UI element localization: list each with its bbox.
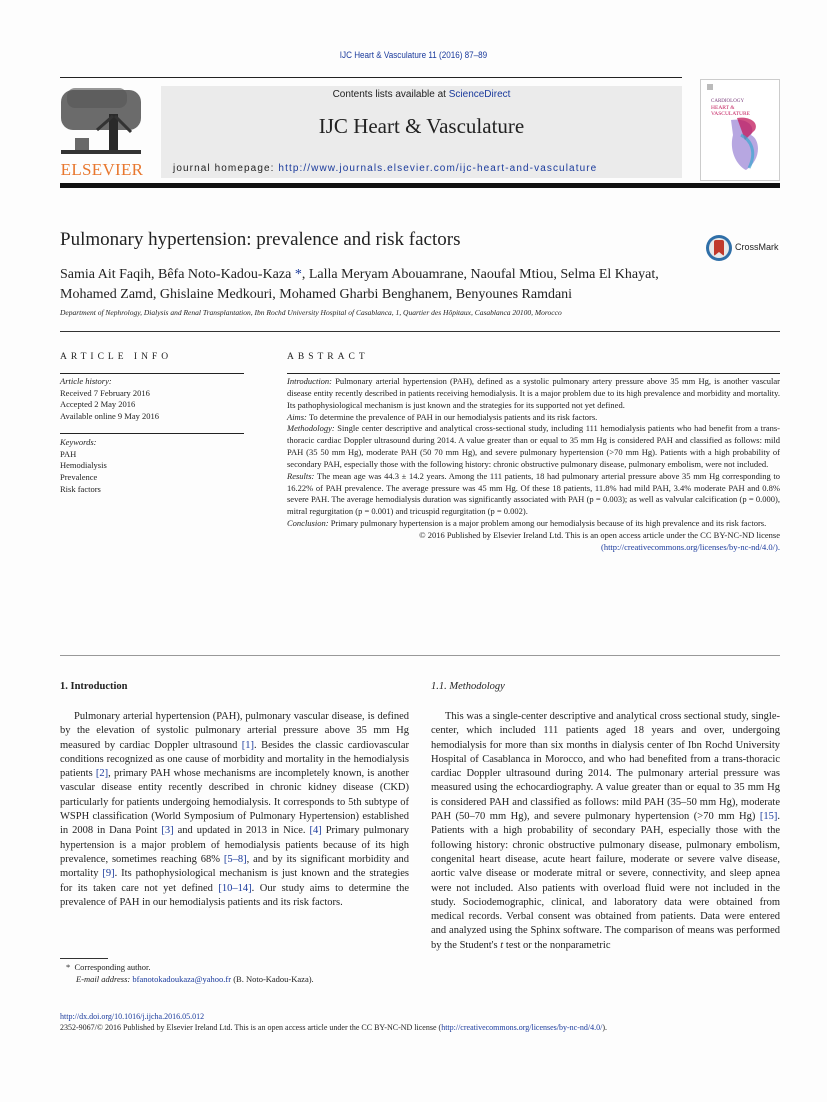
- history-received: Received 7 February 2016: [60, 387, 150, 398]
- corresponding-label: Corresponding author.: [74, 962, 151, 972]
- methodology-column: [431, 710, 780, 953]
- header-top-rule: [60, 77, 682, 78]
- author-line-2: Mohamed Zamd, Ghislaine Medkouri, Mohamed Gharbi Benghanem, Benyounes Ramdani: [60, 287, 573, 302]
- paragraph-text: and updated in 2013 in Nice.: [173, 825, 310, 837]
- keywords-label: Keywords:: [60, 437, 97, 447]
- email-label: E-mail address:: [76, 974, 131, 984]
- cover-title-1: CARDIOLOGY: [711, 99, 745, 104]
- journal-reference-text[interactable]: IJC Heart & Vasculature 11 (2016) 87–89: [339, 50, 488, 60]
- journal-homepage-line: [173, 163, 682, 174]
- abstract-label: Methodology:: [287, 423, 335, 434]
- abstract-label: Introduction:: [287, 376, 333, 386]
- abstract-text: The mean age was 44.3 ± 14.2 years. Among the 111 patients, 18 had pulmonary arterial pressure above 35 mm Hg corresponding to 16.22% of PAH prevalence. The average pressure was 45 mm Hg. Of these 18 patients, 11.8% had mild PAH, 3.4% moderate PAH and 0.8% severe PAH. The average hemodialysis duration was significantly associated with PAH (p = 0.003); as well as valvular calcification (p = 0.000), mitral regurgitation (p = 0.001) and tricuspid regurgitation (p = 0.002).: [287, 470, 780, 517]
- abstract-text: Pulmonary arterial hypertension (PAH), defined as a systolic pulmonary artery pressure above 35 mm Hg, is another vascular disease entity recently described in patients receiving hemodialysis. It is a major problem due to its high prevalence and morbidity and mortality. Its pathophysiological mechanism is just known and the strategies for its supported not yet defined.: [287, 376, 780, 410]
- paragraph-text: . Our study aims to determine the prevalence of PAH in our hemodialysis patients and its risk factors.: [60, 882, 410, 908]
- abstract-copyright: [287, 530, 780, 554]
- abstract-conclusion: [287, 518, 780, 530]
- article-info-rule-top: [60, 373, 244, 374]
- authors-part-b: , Lalla Meryam Abouamrane, Naoufal Mtiou, Selma El Khayat,: [301, 267, 659, 282]
- abstract-aims: [287, 412, 780, 424]
- article-info-rule-mid: [60, 433, 244, 434]
- citation-link[interactable]: [9]: [102, 868, 115, 880]
- keyword: Risk factors: [60, 483, 101, 494]
- elsevier-tree-icon: [57, 86, 145, 158]
- email-line: [66, 973, 314, 985]
- paragraph-text: test or the nonparametric: [503, 939, 611, 951]
- contents-available-line: [161, 89, 682, 100]
- email-link[interactable]: bfanotokadoukaza@yahoo.fr: [132, 974, 232, 984]
- article-history: [60, 376, 244, 423]
- license-link[interactable]: (http://creativecommons.org/licenses/by-nc-nd/4.0/).: [600, 541, 780, 552]
- corresponding-author-note: [66, 961, 314, 973]
- abstract-text: Single center descriptive and analytical cross-sectional study, including 111 hemodialysis patients who had benefit from a trans-thoracic cardiac Doppler ultrasound during 2014. A value greater than or equal to 35 mm Hg is considered PAH and classified as follows: mild PAH (35 50 mm Hg), moderate PAH (50 70 mm Hg), and severe pulmonary hypertension (>70 mm Hg). Patients with a high probability of secondary PAH, especially those with the following history: chronic obstructive pulmonary disease, pulmonary embolism, were not included.: [287, 423, 780, 469]
- keywords: [60, 437, 244, 496]
- corresponding-author-mark[interactable]: *: [294, 267, 302, 282]
- affiliation-rule: [60, 331, 780, 332]
- introduction-paragraph: [60, 710, 409, 910]
- citation-link[interactable]: [3]: [161, 825, 174, 837]
- citation-link[interactable]: [4]: [309, 825, 322, 837]
- citation-link[interactable]: [1]: [241, 739, 255, 751]
- journal-cover-thumbnail[interactable]: [700, 79, 780, 181]
- crossmark-label[interactable]: CrossMark: [735, 242, 779, 252]
- paragraph-text: , and by its significant morbidity and mortality: [60, 853, 409, 880]
- paragraph-text: Primary pulmonary hypertension is a major problem of hemodialysis patients because of its high prevalence, sometimes reaching 68%: [60, 825, 409, 865]
- affiliation: Department of Nephrology, Dialysis and Renal Transplantation, Ibn Rochd University Hospital of Casablanca, 1, Quartier des Hôpitaux, Casablanca 20100, Morocco: [60, 308, 562, 317]
- author-line-1: [60, 265, 780, 285]
- license-prefix: 2352-9067/© 2016 Published by Elsevier Ireland Ltd. This is an open access article under the CC BY-NC-ND license (: [60, 1023, 442, 1032]
- cover-title-3: VASCULATURE: [711, 111, 751, 117]
- contents-prefix: Contents lists available at: [332, 89, 449, 100]
- paragraph-text: , primary PAH whose mechanisms are incompletely known, is another vascular disease entity recently described in chronic kidney disease (CKD) particularly for patients undergoing hemodialysis. It corresponds to 5th subtype of WSPH classification (World Symposium of Pulmonary Hypertension) established in 2008 in Dana Point: [60, 768, 409, 837]
- sciencedirect-link[interactable]: ScienceDirect: [448, 89, 511, 100]
- abstract-methodology: [287, 423, 780, 470]
- header-thick-rule: [60, 183, 780, 188]
- journal-homepage-link[interactable]: http://www.journals.elsevier.com/ijc-heart-and-vasculature: [278, 163, 598, 174]
- section-divider: [60, 655, 780, 656]
- abstract-label: Aims:: [287, 411, 307, 422]
- abstract-body: [287, 376, 780, 554]
- abstract-introduction: [287, 376, 780, 412]
- footer-license-link[interactable]: http://creativecommons.org/licenses/by-nc-nd/4.0/: [441, 1023, 603, 1032]
- keyword: PAH: [60, 448, 77, 459]
- article-history-label: Article history:: [60, 376, 112, 386]
- homepage-label: journal homepage:: [173, 163, 279, 174]
- email-owner: (B. Noto-Kadou-Kaza).: [231, 974, 314, 984]
- license-suffix: ).: [602, 1023, 608, 1032]
- introduction-heading: 1. Introduction: [60, 681, 128, 692]
- paragraph-text: This was a single-center descriptive and analytical cross sectional study, single-center, which included 111 patients aged 18 years and over, undergoing hemodialysis for more than six months in dialysis center of Ibn Rochd University Hospital of Casablanca in Morocco, and who had benefited from a trans-thoracic cardiac Doppler ultrasound during 2014. The pulmonary arterial pressure was measured using the echocardiography. A value greater than or equal to 35 mm Hg is considered PAH and classified as follows: mild PAH (35–50 mm Hg), moderate PAH (50–70 mm Hg), and severe pulmonary hypertension (>70 mm Hg): [431, 711, 780, 823]
- citation-link[interactable]: [10–14]: [218, 882, 252, 894]
- cover-title-2: HEART &: [711, 105, 735, 111]
- crossmark-button[interactable]: [705, 234, 733, 262]
- footnote-mark: *: [66, 962, 71, 972]
- copyright-text: © 2016 Published by Elsevier Ireland Ltd. This is an open access article under the CC BY-NC-ND license: [419, 529, 780, 540]
- paragraph-text: . Besides the classic cardiovascular conditions recognized as one cause of morbidity and mortality in the hemodialysis patients: [60, 739, 409, 780]
- methodology-paragraph: [431, 710, 780, 953]
- footer-license: [60, 1023, 607, 1032]
- journal-reference[interactable]: [41, 50, 785, 60]
- paragraph-text: Pulmonary arterial hypertension (PAH), pulmonary vascular disease, is defined by the elevation of systolic pulmonary arterial pressure above 35 mm Hg measured by cardiac Doppler ultrasound: [60, 711, 409, 751]
- italic-term: t: [500, 939, 504, 951]
- abstract-text: Primary pulmonary hypertension is a major problem among our hemodialysis because of its high prevalence and its risk factors.: [328, 518, 767, 529]
- history-accepted: Accepted 2 May 2016: [60, 399, 136, 410]
- history-online: Available online 9 May 2016: [60, 411, 159, 422]
- authors-part-a: Samia Ait Faqih, Bêfa Noto-Kadou-Kaza: [60, 267, 295, 282]
- journal-cover-image: [701, 80, 779, 180]
- abstract-label: Results:: [287, 470, 315, 481]
- journal-title: IJC Heart & Vasculature: [318, 114, 525, 138]
- elsevier-wordmark: ELSEVIER: [60, 160, 144, 179]
- article-title: Pulmonary hypertension: prevalence and risk factors: [60, 229, 461, 250]
- author-list: [60, 265, 780, 305]
- citation-link[interactable]: [5–8]: [223, 853, 247, 865]
- citation-link[interactable]: [15]: [759, 811, 778, 823]
- footnote: [66, 961, 314, 985]
- methodology-heading: 1.1. Methodology: [431, 681, 505, 692]
- abstract-rule: [287, 373, 780, 374]
- abstract-label: Conclusion:: [287, 518, 329, 529]
- paragraph-text: . Patients with a high probability of secondary PAH, especially those with the following history: chronic obstructive pulmonary disease, pulmonary embolism, congenital heart disease, acute heart failure, moderate or severe valve disease, aortic valve disease or moderate mitral or severe, connectivity, and sleep apnea were not included. Also patients with overload fluid were not included in the study. Sociodemographic, clinical, and laboratory data were obtained from medical records. Verbal consent was obtained from patients. Data were entered and analyzed using the Sphinx software. The comparison of means was performed by the Student's: [431, 811, 780, 951]
- crossmark-icon: [705, 234, 733, 262]
- article-info-heading: ARTICLE INFO: [60, 352, 173, 362]
- introduction-column: [60, 710, 409, 910]
- keyword: Prevalence: [60, 472, 98, 483]
- abstract-results: [287, 471, 780, 518]
- abstract-heading: ABSTRACT: [287, 352, 369, 362]
- doi-link[interactable]: http://dx.doi.org/10.1016/j.ijcha.2016.05.012: [60, 1012, 205, 1021]
- footnote-rule: [60, 958, 108, 959]
- citation-link[interactable]: [2]: [95, 768, 109, 780]
- paragraph-text: . Its pathophysiological mechanism is just known and the strategies for its taken care not yet defined: [60, 868, 410, 894]
- journal-header-band: [161, 86, 682, 178]
- abstract-text: To determine the prevalence of PAH in our hemodialysis patients and its risk factors.: [306, 411, 598, 422]
- keyword: Hemodialysis: [60, 460, 107, 471]
